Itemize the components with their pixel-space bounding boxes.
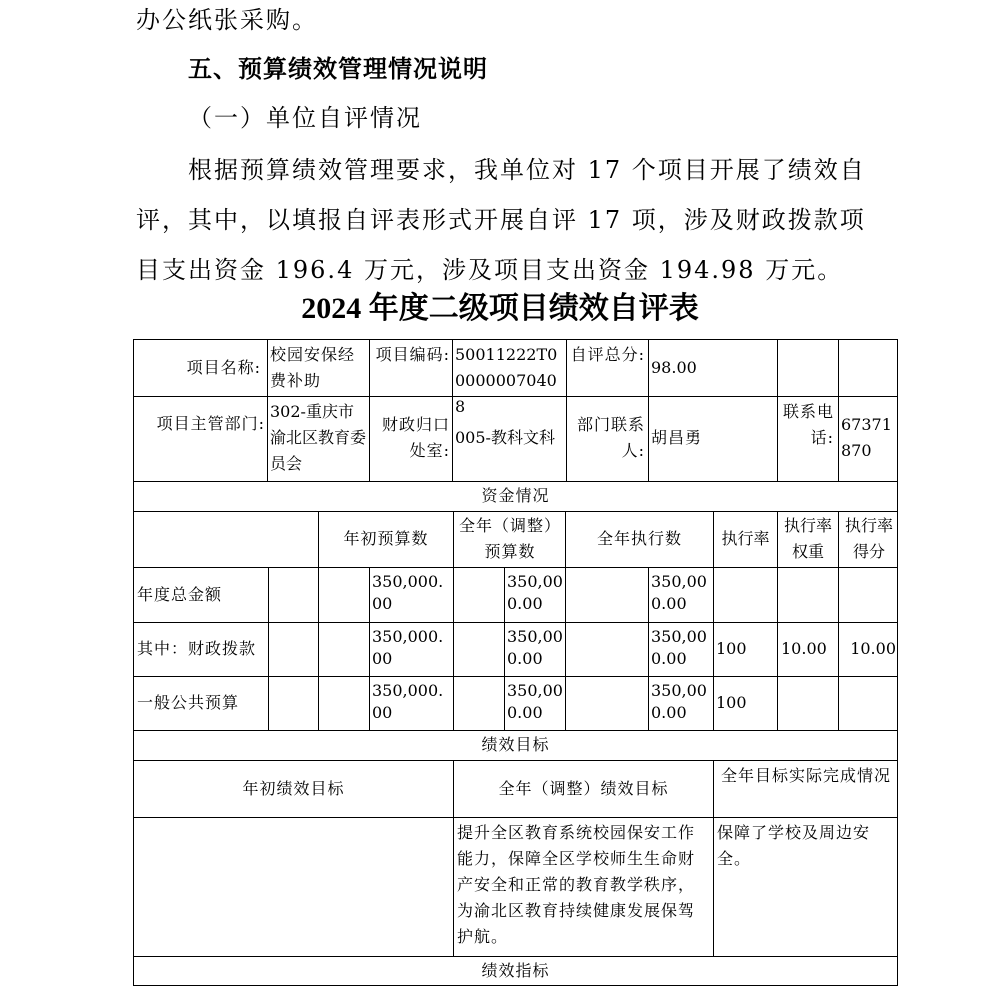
project-code-label: 项目编码: [375,345,450,364]
goals-col-adjusted: 全年（调整）绩效目标 [498,779,669,798]
office-value: 005-教科文科 [455,428,555,447]
goals-actual-text: 保障了学校及周边安全。 [717,823,871,868]
phone-label: 联系电话: [782,402,834,447]
funds-initial-value: 350,000.00 [372,572,444,613]
goals-section-title: 绩效目标 [481,735,550,754]
funds-adjusted-value: 350,000.00 [507,627,563,668]
funds-row-label: 其中：财政拨款 [137,639,257,658]
funds-adjusted-value: 350,000.00 [507,681,563,722]
funds-score-value: 10.00 [850,639,896,658]
funds-header-executed: 全年执行数 [596,529,682,548]
funds-header-weight: 执行率权重 [783,516,832,561]
project-code-value: 50011222T000000070408 [455,345,558,416]
dept-label: 项目主管部门: [156,414,265,433]
funds-adjusted-value: 350,000.00 [507,572,563,613]
funds-row-label: 年度总金额 [137,585,223,604]
funds-header-rate: 执行率 [721,529,770,548]
funds-header-score: 执行率得分 [844,516,893,561]
project-name-value: 校园安保经费补助 [270,345,356,390]
self-score-label: 自评总分: [570,345,645,364]
funds-executed-value: 350,000.00 [651,627,707,668]
funds-header-adjusted: 全年（调整）预算数 [458,516,561,561]
funds-weight-value: 10.00 [781,639,827,658]
funds-initial-value: 350,000.00 [372,681,444,722]
phone-value: 67371870 [841,415,892,460]
indicators-section-title: 绩效指标 [481,961,550,980]
contact-value: 胡昌勇 [651,428,703,447]
funds-row-label: 一般公共预算 [137,693,240,712]
project-name-label: 项目名称: [186,358,261,377]
funds-initial-value: 350,000.00 [372,627,444,668]
section-heading: 五、预算绩效管理情况说明 [188,55,488,83]
dept-value: 302-重庆市渝北区教育委员会 [270,402,367,473]
paragraph-line: 评，其中，以填报自评表形式开展自评 17 项，涉及财政拨款项 [136,206,866,234]
sub-heading: （一）单位自评情况 [188,104,422,132]
funds-executed-value: 350,000.00 [651,681,707,722]
funds-rate-value: 100 [716,639,747,658]
goals-col-actual: 全年目标实际完成情况 [720,766,891,785]
paragraph-line: 根据预算绩效管理要求，我单位对 17 个项目开展了绩效自 [188,156,866,184]
paragraph-line: 办公纸张采购。 [136,6,318,34]
goals-col-initial: 年初绩效目标 [242,779,345,798]
self-score-value: 98.00 [651,358,697,377]
paragraph-line: 目支出资金 196.4 万元，涉及项目支出资金 194.98 万元。 [136,256,844,284]
funds-header-initial: 年初预算数 [343,529,429,548]
funds-section-title: 资金情况 [481,486,550,505]
goals-adjusted-text: 提升全区教育系统校园保安工作能力，保障全区学校师生生命财产安全和正常的教育教学秩序，为渝北区教育持续健康发展保驾护航。 [457,823,696,946]
table-title: 2024 年度二级项目绩效自评表 [301,292,699,325]
funds-executed-value: 350,000.00 [651,572,707,613]
office-label: 财政归口处室: [381,415,450,460]
contact-label: 部门联系人: [576,415,645,460]
funds-rate-value: 100 [716,693,747,712]
